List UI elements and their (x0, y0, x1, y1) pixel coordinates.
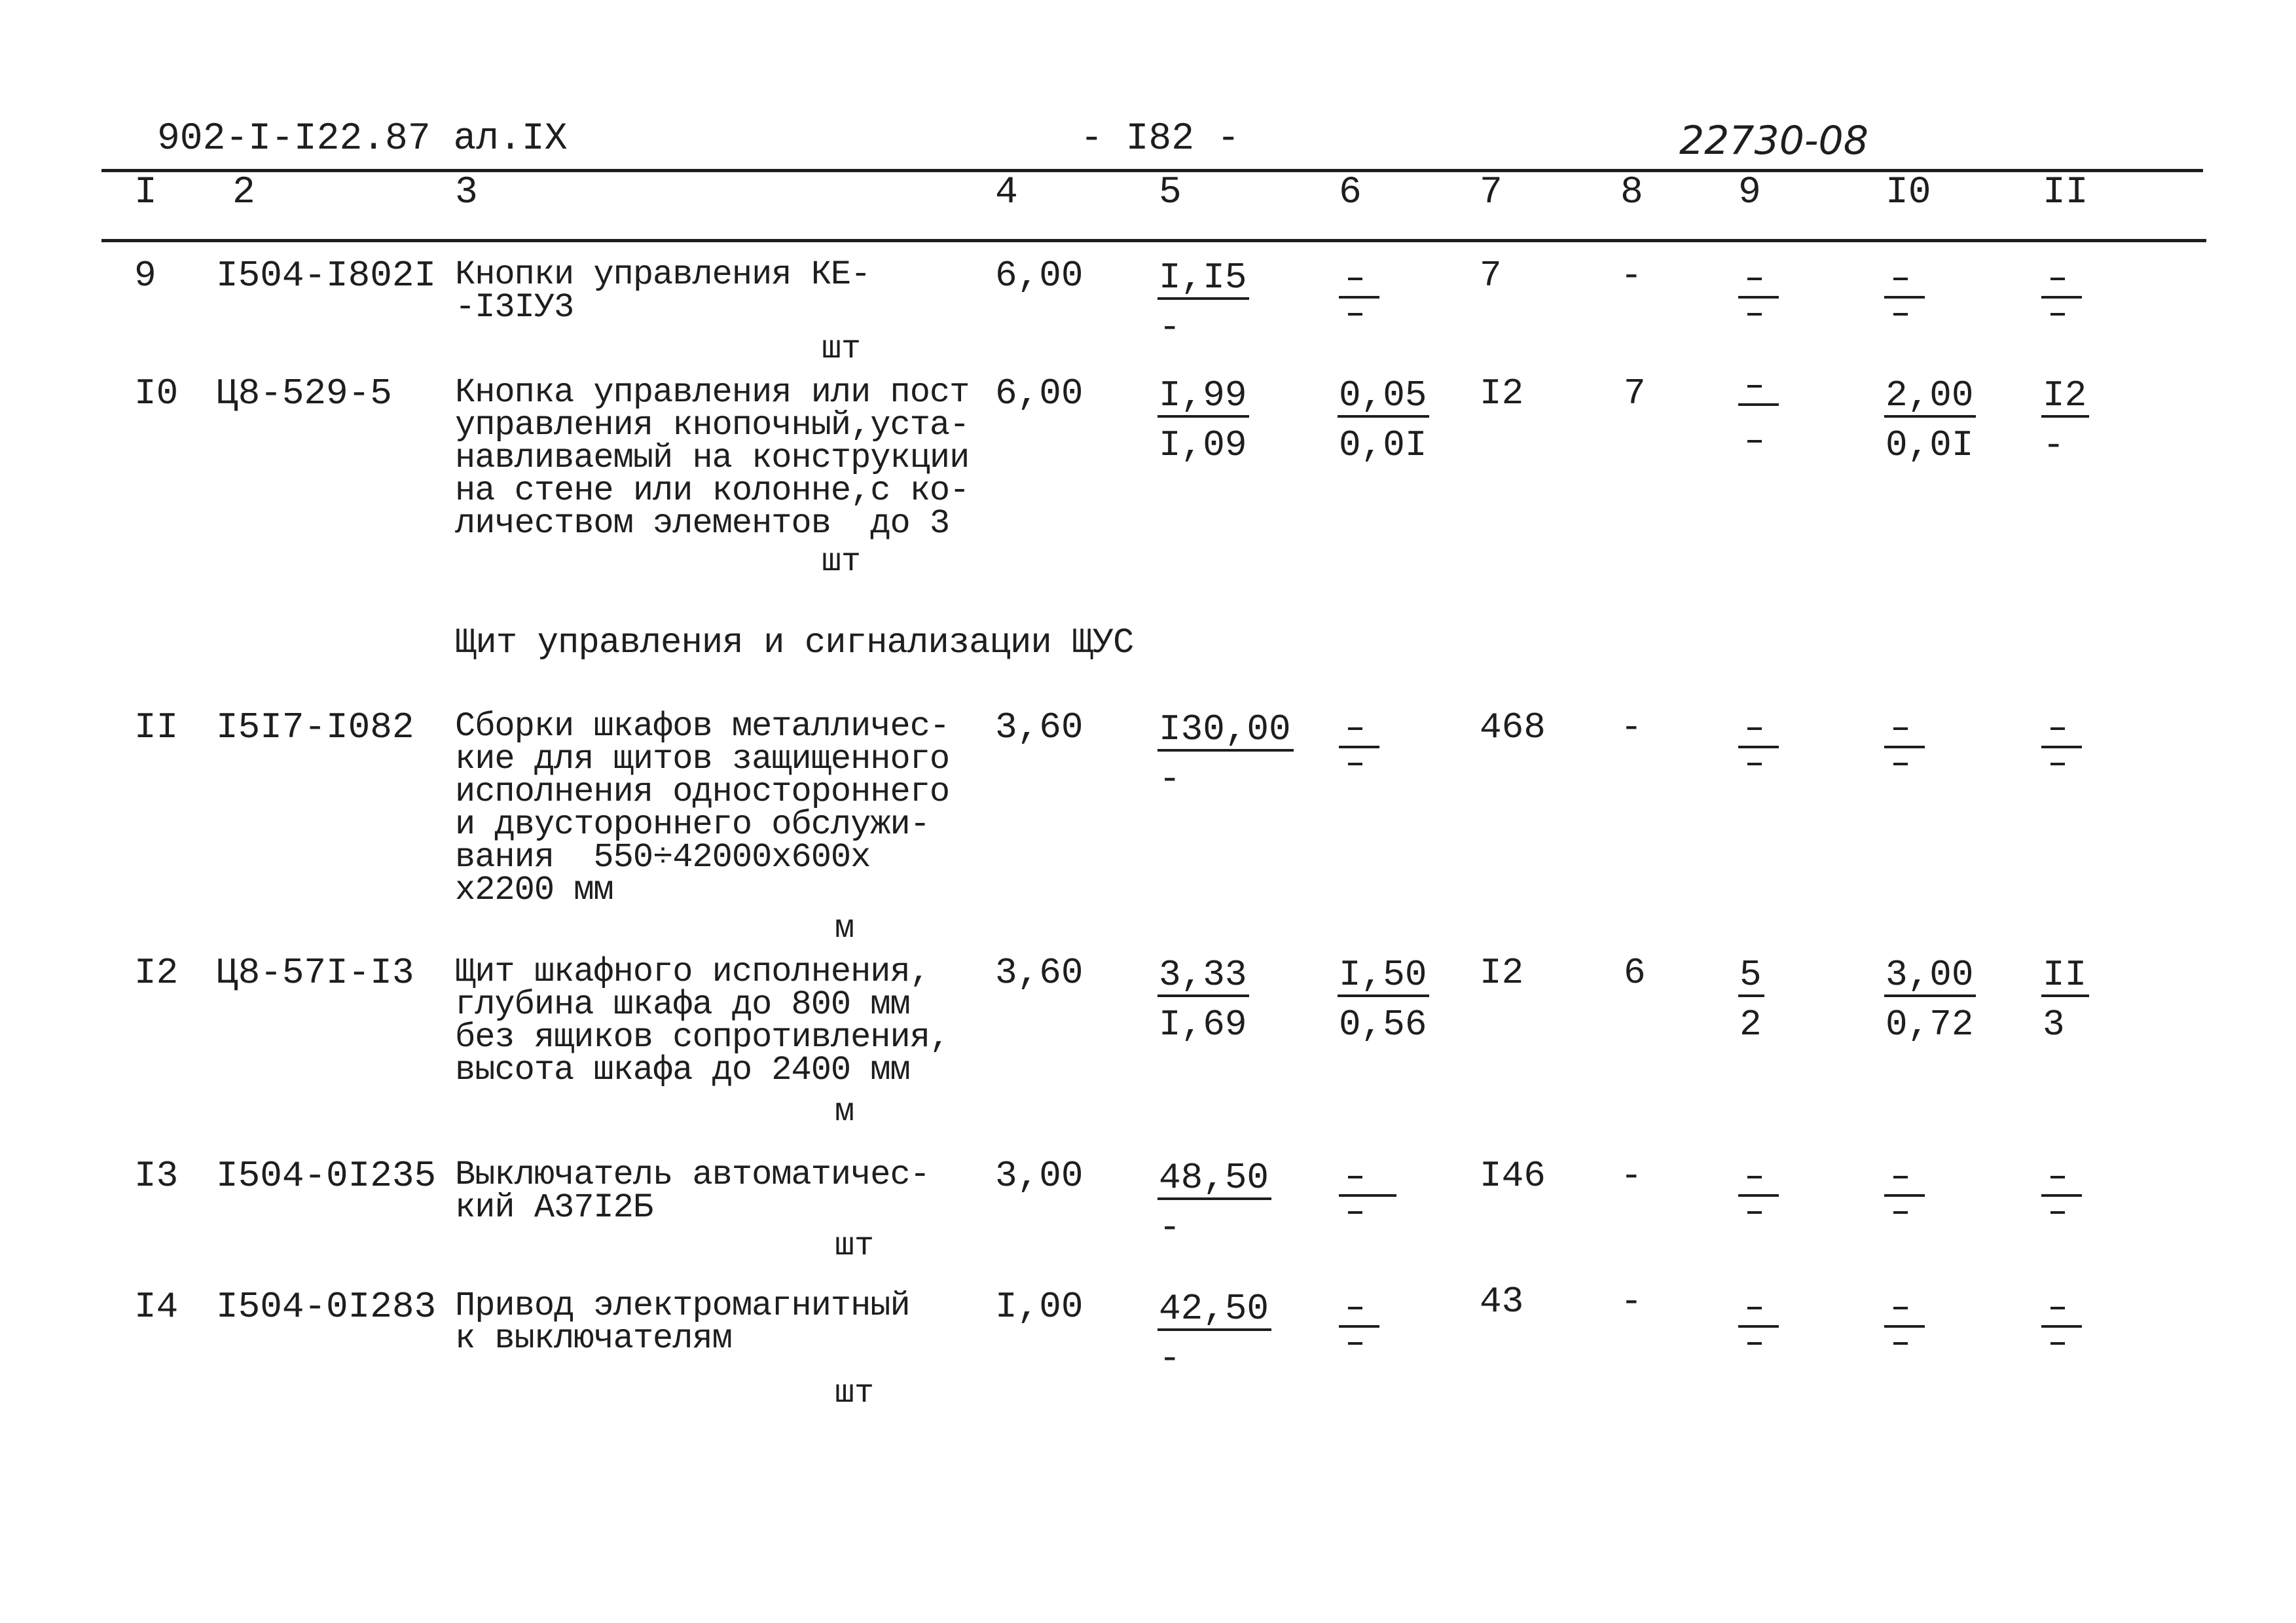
col7-value: 43 (1480, 1281, 1524, 1322)
album-code: 22730-08 (1679, 118, 1868, 164)
col8-value: 7 (1624, 373, 1646, 414)
col5-numerator: I30,00 (1157, 711, 1294, 752)
col9-numerator: 5 (1738, 957, 1764, 997)
col10-fraction (1884, 374, 1976, 464)
col7-value: 7 (1480, 255, 1502, 297)
unit-of-measure: шт (822, 331, 862, 368)
col6-fraction (1338, 954, 1429, 1046)
col11-dash (2041, 1172, 2087, 1224)
column-number: 5 (1159, 172, 1182, 214)
price-code: I5I7-I082 (216, 706, 414, 748)
col5-denominator: I,09 (1159, 424, 1247, 466)
unit-of-measure: шт (835, 1228, 875, 1265)
price-code: I504-0I235 (216, 1155, 437, 1197)
col8-value: - (1620, 1155, 1643, 1197)
col8-value: - (1620, 1281, 1643, 1322)
col6-numerator: 0,05 (1338, 377, 1429, 418)
col10-fraction (1884, 954, 1976, 1046)
row-number: I3 (134, 1155, 179, 1197)
unit-of-measure: шт (835, 1375, 875, 1412)
col11-numerator: I2 (2041, 377, 2089, 418)
col6-denominator: 0,0I (1339, 424, 1427, 466)
col4-value: I,00 (995, 1286, 1084, 1328)
column-number: 6 (1339, 172, 1362, 214)
col8-value: - (1620, 706, 1643, 748)
col11-numerator: II (2041, 957, 2089, 997)
unit-of-measure: шт (822, 543, 862, 581)
col6-dash (1339, 1303, 1385, 1355)
price-code: I504-I802I (216, 255, 437, 297)
col6-numerator: I,50 (1338, 957, 1429, 997)
col11-dash (2041, 1303, 2087, 1355)
col4-value: 6,00 (995, 373, 1084, 414)
price-code: Ц8-529-5 (216, 373, 392, 414)
item-description: Привод электромагнитный к выключателям (455, 1286, 910, 1358)
column-number: II (2043, 172, 2088, 214)
col9-fraction (1738, 954, 1764, 1046)
col7-value: I2 (1480, 373, 1524, 414)
unit-of-measure: м (835, 1093, 855, 1131)
column-number: 2 (232, 172, 255, 214)
col6-dash (1339, 1172, 1385, 1224)
col11-fraction (2041, 374, 2089, 464)
col6-fraction (1338, 374, 1429, 464)
col11-denominator: - (2043, 424, 2065, 466)
table-header-bottom-rule (101, 239, 2206, 242)
col6-denominator: 0,56 (1339, 1004, 1427, 1046)
col7-value: 468 (1480, 706, 1546, 748)
column-number: 7 (1480, 172, 1503, 214)
col5-numerator: I,I5 (1157, 259, 1249, 300)
item-description: Выключатель автоматичес- кий А37I2Б (455, 1156, 930, 1227)
col9-dash (1738, 380, 1784, 432)
item-description: Кнопки управления КЕ- -I3IУ3 (455, 255, 871, 327)
col5-numerator: I,99 (1157, 377, 1249, 418)
col10-dash (1884, 723, 1930, 776)
row-number: I4 (134, 1286, 179, 1328)
item-description: Кнопка управления или пост управления кнопочный,уста- навливаемый на конструкции на стене или колонне,с ко- личеством элементов до 3 (455, 373, 970, 543)
col5-numerator: 3,33 (1157, 957, 1249, 997)
column-number: 4 (995, 172, 1018, 214)
page-number: - I82 - (1080, 118, 1240, 160)
col5-denominator: - (1159, 1338, 1181, 1379)
col6-dash (1339, 274, 1385, 326)
col9-denominator: 2 (1740, 1004, 1762, 1046)
col10-dash (1884, 1172, 1930, 1224)
col6-dash (1339, 723, 1385, 776)
col5-fraction (1157, 374, 1249, 464)
col4-value: 6,00 (995, 255, 1084, 297)
col5-fraction (1157, 257, 1249, 346)
col9-dash (1738, 274, 1784, 326)
col5-numerator: 48,50 (1157, 1159, 1271, 1200)
section-title: Щит управления и сигнализации ЩУС (455, 623, 1134, 663)
col11-fraction (2041, 954, 2089, 1046)
col7-value: I2 (1480, 952, 1524, 994)
row-number: I2 (134, 952, 179, 994)
column-number: 9 (1738, 172, 1761, 214)
row-number: I0 (134, 373, 179, 414)
column-number: 8 (1620, 172, 1643, 214)
col5-fraction (1157, 1157, 1271, 1249)
column-number: I0 (1886, 172, 1931, 214)
col11-denominator: 3 (2043, 1004, 2065, 1046)
col11-dash (2041, 274, 2087, 326)
column-number: 3 (455, 172, 478, 214)
col4-value: 3,00 (995, 1155, 1084, 1197)
col8-value: 6 (1624, 952, 1646, 994)
col9-dash (1738, 1303, 1784, 1355)
row-number: 9 (134, 255, 156, 297)
col10-numerator: 3,00 (1884, 957, 1976, 997)
col5-numerator: 42,50 (1157, 1290, 1271, 1331)
item-description: Сборки шкафов металличес- кие для щитов защищенного исполнения одностороннего и двустороннего обслужи- вания 550÷42000x600x x2200 мм (455, 707, 950, 909)
column-number: I (134, 172, 157, 214)
col10-numerator: 2,00 (1884, 377, 1976, 418)
col5-denominator: - (1159, 758, 1181, 800)
col5-denominator: I,69 (1159, 1004, 1247, 1046)
col11-dash (2041, 723, 2087, 776)
col7-value: I46 (1480, 1155, 1546, 1197)
col5-denominator: - (1159, 1207, 1181, 1249)
col5-fraction (1157, 954, 1249, 1046)
col10-denominator: 0,72 (1886, 1004, 1974, 1046)
item-description: Щит шкафного исполнения, глубина шкафа до 800 мм без ящиков сопротивления, высота шкафа до 2400 мм (455, 953, 950, 1089)
row-number: II (134, 706, 179, 748)
col4-value: 3,60 (995, 952, 1084, 994)
unit-of-measure: м (835, 910, 855, 947)
price-code: I504-0I283 (216, 1286, 437, 1328)
document-code: 902-I-I22.87 ал.IX (157, 118, 568, 160)
col5-fraction (1157, 708, 1294, 800)
col9-dash (1738, 1172, 1784, 1224)
col5-denominator: - (1159, 306, 1181, 348)
col10-dash (1884, 274, 1930, 326)
col4-value: 3,60 (995, 706, 1084, 748)
col8-value: - (1620, 255, 1643, 297)
price-code: Ц8-57I-I3 (216, 952, 414, 994)
col5-fraction (1157, 1288, 1271, 1377)
col10-denominator: 0,0I (1886, 424, 1974, 466)
col9-dash (1738, 723, 1784, 776)
col10-dash (1884, 1303, 1930, 1355)
